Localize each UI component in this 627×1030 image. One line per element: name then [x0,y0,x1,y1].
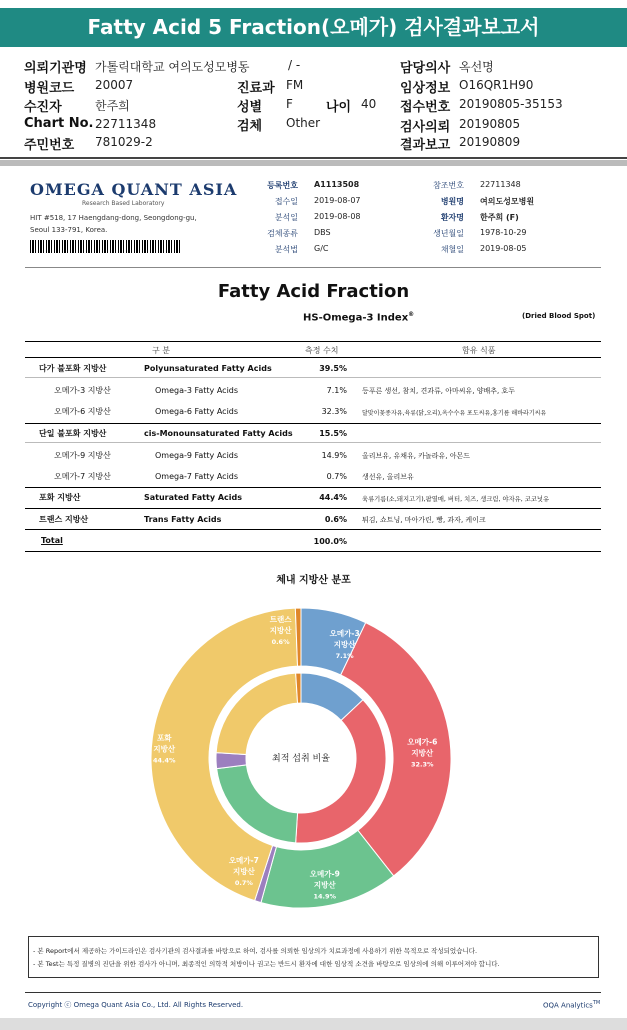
report-title: Fatty Acid 5 Fraction(오메가) 검사결과보고서 [0,8,627,47]
footer-divider [25,992,601,993]
patient-name-value: 한주희 (F) [480,213,519,222]
slice-label-1: 오메가-6 지방산 32.3% [407,737,438,769]
row-omega6-ko: 오메가-6 지방산 [54,407,111,416]
slice-label-5: 트랜스 지방산 0.6% [269,615,292,647]
hospital-code-label: 병원코드 [24,81,75,96]
reg-no-label: 등록번호 [267,181,298,190]
receipt-date-label: 접수일 [274,197,298,206]
lab-logo-sub: Research Based Laboratory [82,200,165,207]
sex-label: 성별 [237,100,263,115]
row-sfa-ko: 포화 지방산 [39,493,81,502]
row-pufa-en: Polyunsaturated Fatty Acids [144,364,272,373]
col-header-value: 측정 수치 [305,346,339,355]
lab-address-line2: Seoul 133-791, Korea. [30,226,108,234]
rrn-label: 주민번호 [24,138,75,153]
age-value: 40 [361,97,377,111]
dob-label: 생년월일 [433,229,464,238]
reg-no-value: A1113508 [314,180,360,189]
info-divider [25,267,601,268]
slice-label-3: 오메가-7 지방산 0.7% [228,855,259,887]
patient-value: 한주희 [95,99,130,113]
specimen-type-label: 검체종류 [267,229,298,238]
row-pufa-value: 39.5% [319,364,347,373]
header-divider-shadow [0,160,627,166]
donut-center-label: 최적 섭취 비율 [272,754,330,764]
disclaimer-note-2: - 본 Test는 특정 질병의 진단을 위한 검사가 아니며, 최종적인 의학적 처방이나 권고는 반드시 환자에 대한 임상적 소견을 바탕으로 임상의에 의해 이루어져야 합니다. [33,960,500,968]
request-date-value: 20190805 [459,117,521,131]
row-mufa-ko: 단일 불포화 지방산 [39,429,107,438]
row-omega9-ko: 오메가-9 지방산 [54,451,111,460]
report-subtitle [303,311,414,323]
row-omega3-ko: 오메가-3 지방산 [54,386,111,395]
specimen-note: (Dried Blood Spot) [522,312,596,320]
group-separator [25,423,601,424]
header-divider [0,157,627,159]
distribution-donut-chart [0,592,627,932]
row-sfa-value: 44.4% [319,493,347,502]
row-trans-ko: 트랜스 지방산 [39,515,89,524]
group-separator [25,529,601,530]
method-label: 분석법 [274,245,298,254]
lab-logo: OMEGA QUANT ASIA [30,180,238,199]
report-section-title: Fatty Acid Fraction [217,281,410,302]
patient-name-label: 환자명 [440,213,464,222]
row-trans-en: Trans Fatty Acids [144,515,222,524]
receipt-no-label: 접수번호 [400,100,451,115]
row-omega9-en: Omega-9 Fatty Acids [155,451,239,460]
receipt-date-value: 2019-08-07 [314,196,361,205]
rrn-value: 781029-2 [95,135,153,149]
dob-value: 1978-10-29 [480,228,527,237]
row-separator [25,377,601,378]
row-omega6-food: 달맞이꽃종자유,육류(닭,오리),옥수수유 포도씨유,홍기름 해바라기씨유 [362,410,547,417]
hospital-name-label: 병원명 [440,197,464,206]
group-separator [25,487,601,488]
analysis-date-label: 분석일 [274,213,298,222]
ref-no-value: 22711348 [480,180,521,189]
row-omega6-value: 32.3% [321,407,347,416]
patient-label: 수진자 [24,100,62,115]
doctor-label: 담당의사 [400,61,451,76]
ref-no-label: 참조번호 [433,181,464,190]
lab-address-line1: HIT #518, 17 Haengdang-dong, Seongdong-gu, [30,214,197,222]
disclaimer-note-1: - 본 Report에서 제공하는 가이드라인은 검사기관의 검사결과를 바탕으로 하여, 검사를 의뢰한 임상의가 치료과정에 사용하기 위한 목적으로 작성되었습니다. [33,947,478,955]
table-header-line [25,357,601,358]
clinic-label: 진료과 [237,81,275,96]
row-omega9-food: 올리브유, 유채유, 카놀라유, 아몬드 [362,452,471,460]
row-omega3-food: 등푸른 생선, 참치, 견과류, 아마씨유, 양배추, 호두 [362,387,515,395]
analysis-date-value: 2019-08-08 [314,212,361,221]
dept-value: / - [288,58,301,72]
copyright: Copyright ⓒ Omega Quant Asia Co., Ltd. All Rights Reserved. [28,1001,244,1009]
table-top-line [25,341,601,342]
chart-no-value: 22711348 [95,117,157,131]
row-omega3-value: 7.1% [326,386,347,395]
report-date-value: 20190809 [459,135,521,149]
barcode [30,240,180,253]
collection-date-value: 2019-08-05 [480,244,527,253]
table-bottom-line [25,551,601,552]
slice-label-2: 오메가-9 지방산 14.9% [309,869,340,901]
row-sfa-food: 육류기름(소,돼지고기),팜열매, 버터, 치즈, 생크림, 야자유, 코코넛유 [362,496,550,503]
chart-title: 체내 지방산 분포 [276,575,351,586]
row-omega7-ko: 오메가-7 지방산 [54,472,111,481]
total-value: 100.0% [313,537,347,546]
row-separator [25,442,601,443]
row-trans-value: 0.6% [324,515,347,524]
specimen-value: Other [286,116,321,130]
clinic-value: FM [286,78,304,92]
specimen-label: 검체 [237,119,263,134]
brand [543,1000,600,1009]
sex-value: F [286,97,293,111]
age-label: 나이 [326,100,352,115]
slice-label-0: 오메가-3 지방산 7.1% [329,629,360,661]
doctor-value: 옥선명 [459,60,494,74]
collection-date-label: 채혈일 [440,245,464,254]
institution-value: 가톨릭대학교 여의도성모병동 [95,60,250,74]
clinical-info-label: 임상정보 [400,81,451,96]
specimen-type-value: DBS [314,228,331,237]
report-date-label: 결과보고 [400,138,451,153]
page-bottom-bar [0,1018,627,1030]
brand-sup: TM [592,1000,601,1006]
row-mufa-en: cis-Monounsaturated Fatty Acids [144,429,293,438]
institution-label: 의뢰기관명 [24,61,87,76]
row-omega7-value: 0.7% [326,472,347,481]
row-omega7-en: Omega-7 Fatty Acids [155,472,239,481]
method-value: G/C [314,244,329,253]
disclaimer-box [28,936,599,978]
report-subtitle-text: HS-Omega-3 Index [303,312,409,324]
receipt-no-value: 20190805-35153 [459,97,563,111]
group-separator [25,508,601,509]
chart-no-label: Chart No. [24,116,94,131]
hospital-name-value: 여의도성모병원 [480,197,535,206]
total-label: Total [41,536,63,545]
row-trans-food: 튀김, 쇼트닝, 마아가린, 빵, 과자, 케이크 [362,516,486,524]
row-mufa-value: 15.5% [319,429,347,438]
row-omega9-value: 14.9% [321,451,347,460]
brand-text: OQA Analytics [543,1001,593,1010]
col-header-food: 함유 식품 [462,346,496,355]
request-date-label: 검사의뢰 [400,120,451,135]
row-omega6-en: Omega-6 Fatty Acids [155,407,239,416]
row-omega7-food: 생선유, 올리브유 [362,473,414,481]
slice-label-4: 포화 지방산 44.4% [152,733,176,765]
col-header-category: 구 분 [152,346,170,355]
row-pufa-ko: 다가 불포화 지방산 [39,364,107,373]
report-subtitle-sup: ® [408,311,415,318]
clinical-info-value: O16QR1H90 [459,78,534,92]
row-omega3-en: Omega-3 Fatty Acids [155,386,239,395]
hospital-code-value: 20007 [95,78,134,92]
row-sfa-en: Saturated Fatty Acids [144,493,242,502]
